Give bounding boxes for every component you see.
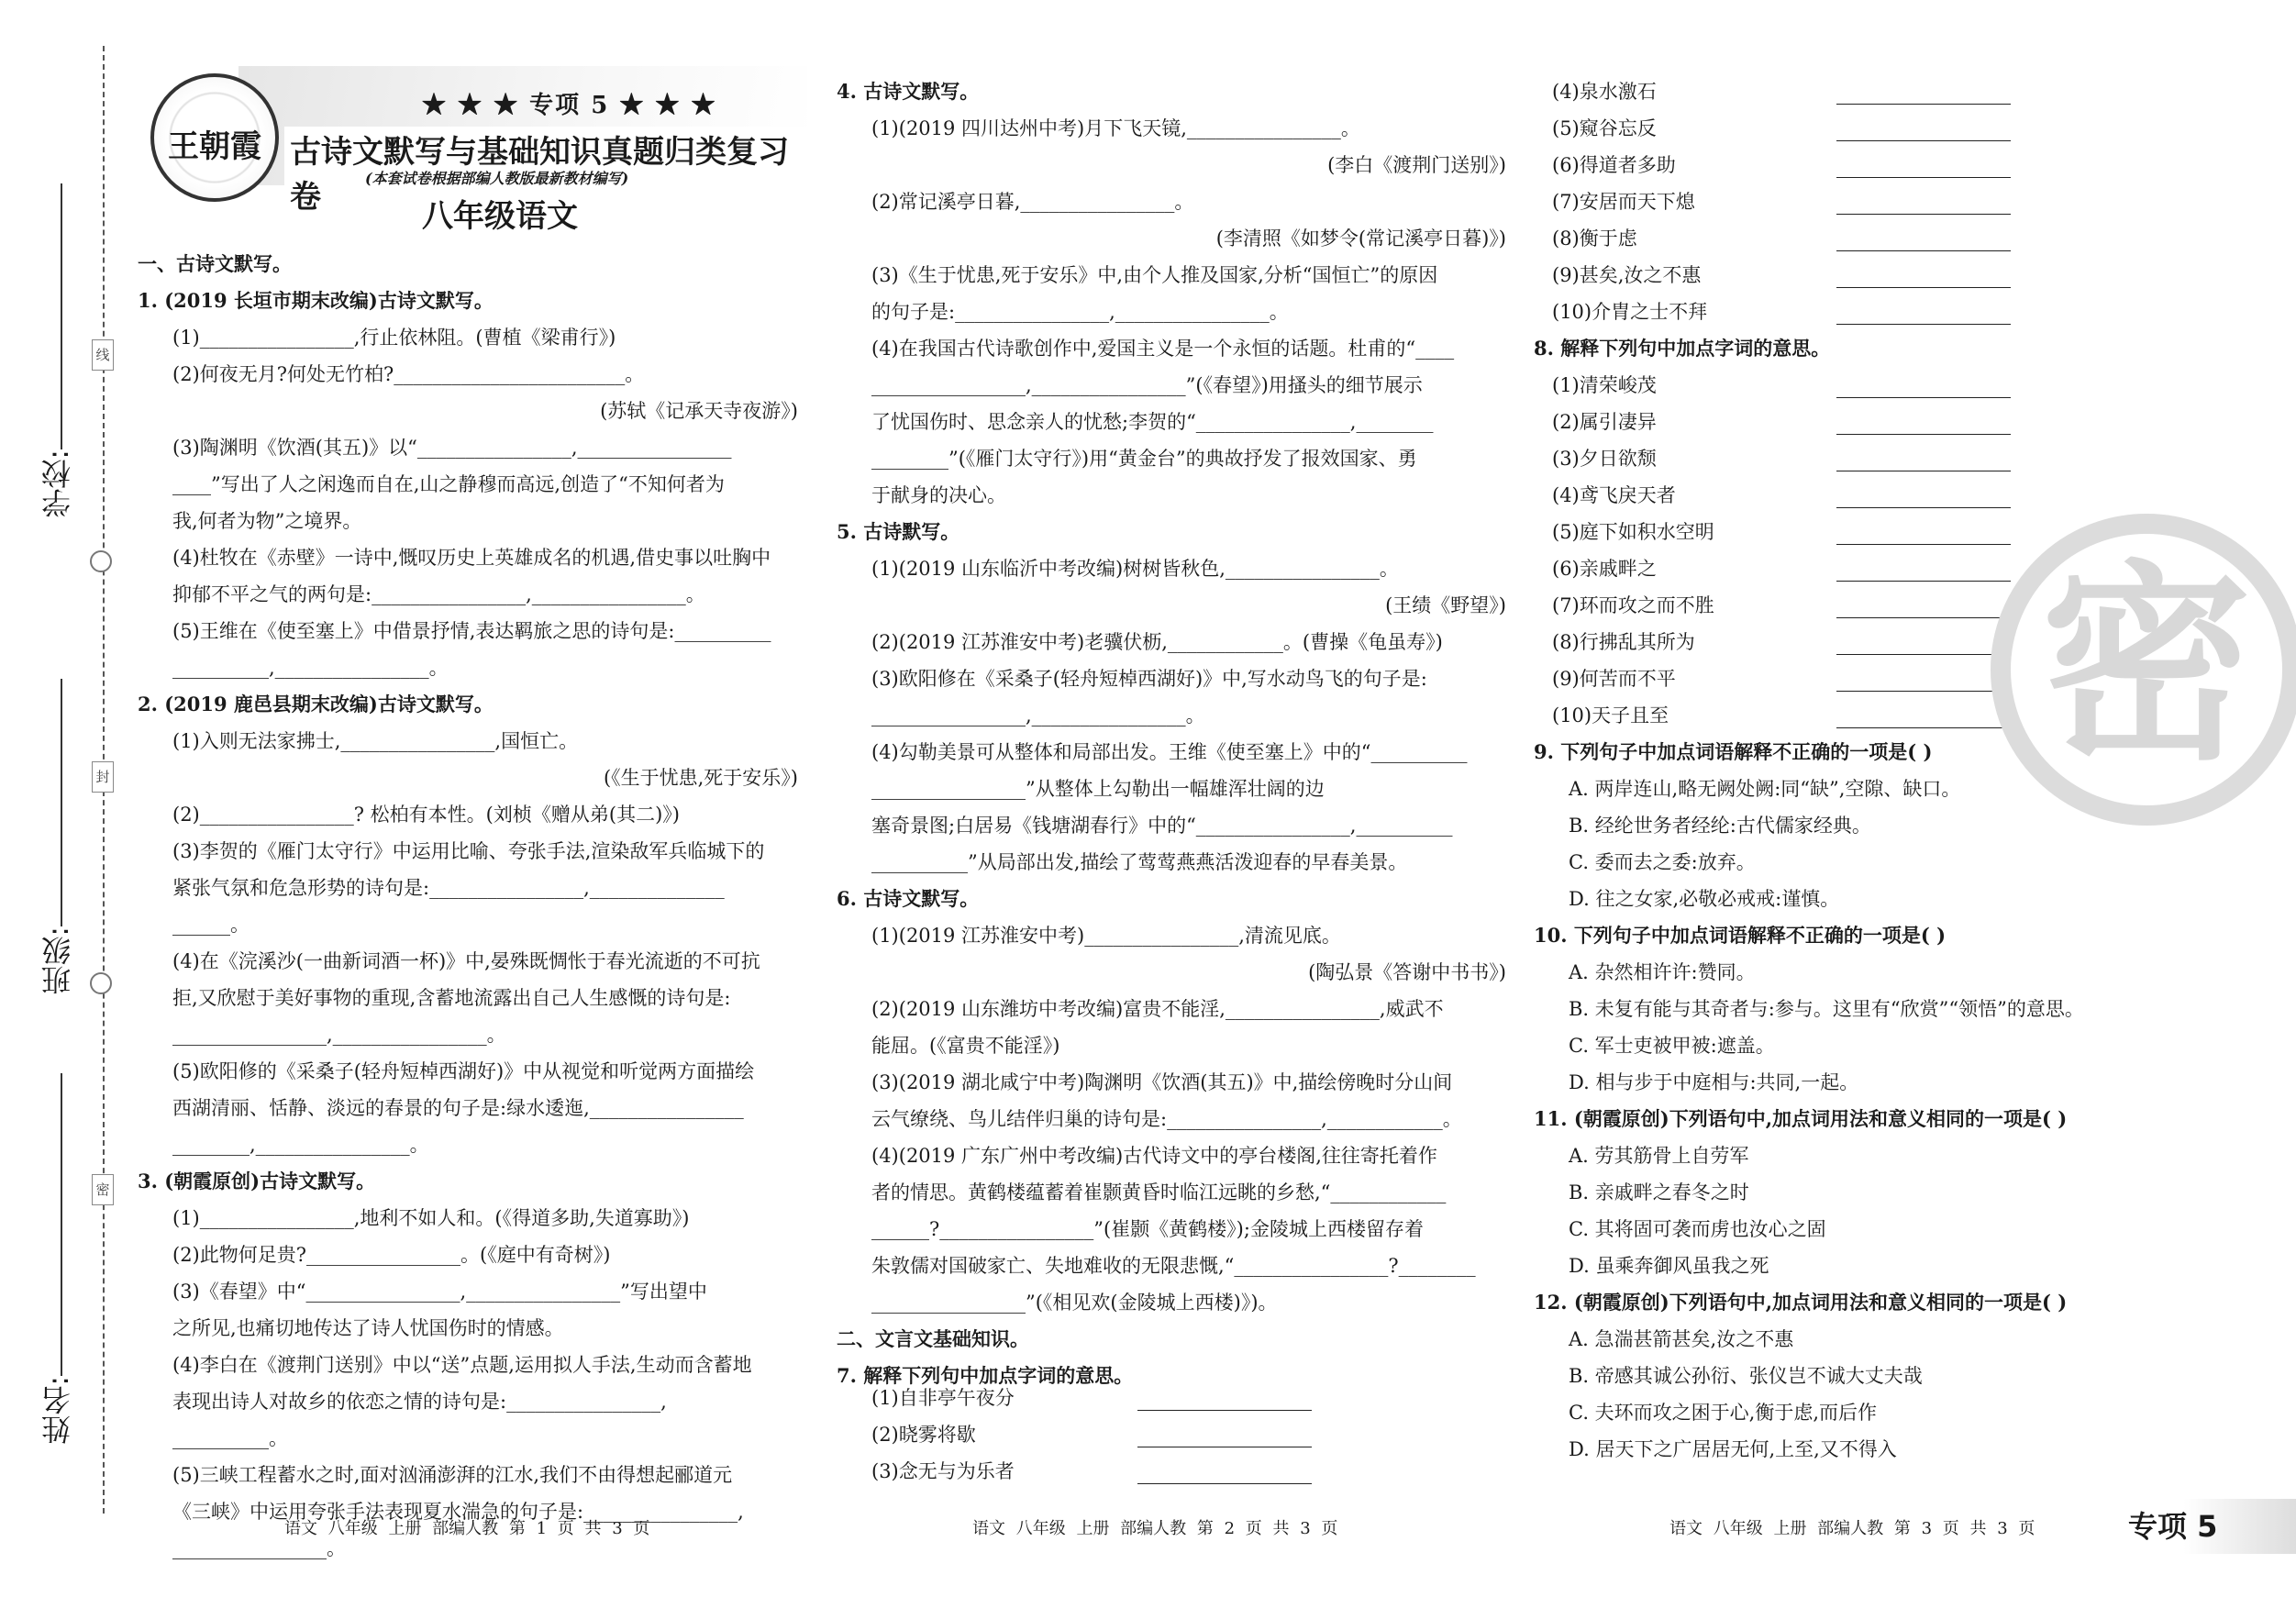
column-1	[138, 246, 798, 1567]
name-label: 姓名:	[40, 1376, 75, 1445]
section-heading: 一、古诗文默写。	[138, 253, 292, 275]
choice-option[interactable]	[1534, 1358, 2258, 1394]
word-item	[1534, 477, 2258, 514]
topic-label: ★ ★ ★ 专项 5 ★ ★ ★	[422, 92, 717, 119]
option-sentence: B. 帝感其诚	[1569, 1365, 1672, 1387]
phrase-text: (4)泉水激石	[1552, 81, 1657, 103]
option-gloss: 阙:同“缺”,空隙、缺口。	[1755, 778, 1961, 800]
choice-option[interactable]	[1534, 1137, 2258, 1174]
secret-stamp: 密	[1991, 514, 2296, 826]
word-item	[1534, 294, 2258, 330]
option-gloss: 甚矣,汝之不惠	[1671, 1328, 1794, 1350]
question-stem: 5. 古诗默写。	[837, 520, 960, 543]
question-stem: 12. (朝霞原创)下列语句中,加点词用法和意义相同的一项是( )	[1534, 1291, 2068, 1314]
option-sentence: C. 委而去之	[1569, 851, 1672, 873]
option-sentence: D. 居天下之广居	[1569, 1438, 1712, 1460]
option-sentence: A. 杂然相许	[1569, 961, 1672, 983]
question-line: (5)王维在《使至塞上》中借景抒情,表达羁旅之思的诗句是:__________	[172, 620, 771, 642]
question-line: (苏轼《记承天寺夜游》)	[600, 400, 798, 422]
question-stem: 7. 解释下列句中加点字词的意思。	[837, 1364, 1134, 1387]
binding-hole	[90, 550, 112, 572]
question-line: __________。	[172, 1427, 288, 1449]
phrase-text: (9)何苦而不平	[1552, 668, 1676, 690]
option-sentence: D. 虽乘奔御风	[1569, 1255, 1692, 1277]
question-line: (2)________________? 松柏有本性。(刘桢《赠从弟(其二)》)	[172, 804, 680, 826]
word-item	[1534, 183, 2258, 220]
word-item	[1534, 257, 2258, 294]
school-label: 学校:	[40, 449, 75, 518]
choice-option[interactable]	[1534, 1394, 2258, 1431]
choice-option[interactable]	[1534, 844, 2258, 881]
question-line: (3)李贺的《雁门太守行》中运用比喻、夸张手法,渲染敌军兵临城下的	[172, 840, 765, 862]
question-line: (陶弘景《答谢中书书》)	[1308, 961, 1506, 983]
question-line: (4)在《浣溪沙(一曲新词酒一杯)》中,晏殊既惆怅于春光流逝的不可抗	[172, 950, 760, 972]
question-line: 之所见,也痛切地传达了诗人忧国伤时的情感。	[172, 1317, 564, 1339]
phrase-text: (9)甚矣,汝之不惠	[1552, 264, 1702, 286]
question-line: (《生于忧患,死于安乐》)	[603, 767, 798, 789]
answer-blank[interactable]	[1836, 194, 2011, 215]
question-line: 抑郁不平之气的两句是:________________,________________。	[172, 583, 705, 605]
question-line: 于献身的决心。	[871, 484, 1006, 506]
topic-badge: 专项 5	[2091, 1499, 2296, 1554]
question-stem: 8. 解释下列句中加点字词的意思。	[1534, 337, 1831, 360]
question-line: (1)入则无法家拂士,________________,国恒亡。	[172, 730, 579, 752]
option-sentence: D. 往之女家,必敬必戒	[1569, 888, 1757, 910]
question-stem: 9. 下列句子中加点词语解释不正确的一项是( )	[1534, 740, 1933, 763]
option-gloss: 被:遮盖。	[1691, 1035, 1775, 1057]
option-sentence: C. 军士吏被甲	[1569, 1035, 1691, 1057]
question-line: (3)欧阳修在《采桑子(轻舟短棹西湖好)》中,写水动鸟飞的句子是:	[871, 668, 1427, 690]
phrase-text: (6)得道者多助	[1552, 154, 1676, 176]
option-gloss: 与:参与。这里有“欣赏”“领悟”的意思。	[1748, 998, 2084, 1020]
option-gloss: 居无何,上至,又不得入	[1711, 1438, 1897, 1460]
question-line: (2)(2019 江苏淮安中考)老骥伏枥,____________。(曹操《龟虽寿》)	[871, 631, 1443, 653]
question-line: (2)常记溪亭日暮,________________。	[871, 191, 1194, 213]
answer-blank[interactable]	[1836, 561, 2011, 582]
question-line: (1)(2019 江苏淮安中考)________________,清流见底。	[871, 925, 1341, 947]
option-sentence: B. 未复有能与其奇者	[1569, 998, 1749, 1020]
word-item	[871, 1416, 1348, 1453]
choice-option[interactable]	[1534, 991, 2258, 1027]
choice-option[interactable]	[1534, 1064, 2258, 1101]
question-line: 塞奇景图;白居易《钱塘湖春行》中的“________________,__________	[871, 815, 1453, 837]
phrase-text: (10)介胄之士不拜	[1552, 301, 1708, 323]
choice-option[interactable]	[1534, 1027, 2258, 1064]
class-field[interactable]	[61, 679, 62, 926]
question-line: 朱敦儒对国破家亡、失地难收的无限悲慨,“________________?________	[871, 1255, 1476, 1277]
option-sentence: B. 亲戚畔之	[1569, 1181, 1672, 1203]
question-line: 拒,又欣慰于美好事物的重现,含蓄地流露出自己人生感慨的诗句是:	[172, 987, 731, 1009]
class-label: 班级:	[40, 926, 75, 995]
question-line: 云气缭绕、鸟儿结伴归巢的诗句是:________________,____________。	[871, 1108, 1462, 1130]
choice-option[interactable]	[1534, 954, 2258, 991]
question-line: ________________。	[172, 1537, 346, 1559]
question-line: (1)________________,行止依林阻。(曹植《梁甫行》)	[172, 327, 616, 349]
option-sentence: C. 其将固可袭而虏也	[1569, 1218, 1749, 1240]
option-sentence: A. 急湍甚箭	[1569, 1328, 1672, 1350]
option-gloss: 相与:共同,一起。	[1711, 1071, 1859, 1093]
question-line: (1)(2019 四川达州中考)月下飞天镜,________________。	[871, 117, 1360, 139]
question-stem: 1. (2019 长垣市期末改编)古诗文默写。	[138, 289, 494, 312]
phrase-text: (2)晓雾将歇	[871, 1424, 976, 1446]
option-gloss: 经纶:古代儒家经典。	[1691, 815, 1871, 837]
answer-blank[interactable]	[1836, 598, 2011, 618]
question-line: (5)欧阳修的《采桑子(轻舟短棹西湖好)》中从视觉和听觉两方面描绘	[172, 1060, 755, 1082]
answer-blank[interactable]	[1137, 1427, 1312, 1447]
question-stem: 6. 古诗文默写。	[837, 887, 980, 910]
question-line: (2)此物何足贵?________________。(《庭中有奇树》)	[172, 1244, 611, 1266]
word-item	[1534, 110, 2258, 147]
question-line: (1)________________,地利不如人和。(《得道多助,失道寡助》)	[172, 1207, 690, 1229]
option-sentence: B. 经纶世务者	[1569, 815, 1691, 837]
option-gloss: 许:赞同。	[1671, 961, 1756, 983]
word-item	[1534, 147, 2258, 183]
answer-blank[interactable]	[1836, 635, 2011, 655]
question-line: ________”(《雁门太守行》)用“黄金台”的典故抒发了报效国家、勇	[871, 448, 1417, 470]
question-line: 了忧国伤时、思念亲人的忧愁;李贺的“________________,________	[871, 411, 1434, 433]
answer-blank[interactable]	[1836, 671, 2011, 692]
answer-blank[interactable]	[1836, 378, 2011, 398]
question-line: (4)在我国古代诗歌创作中,爱国主义是一个永恒的话题。杜甫的“____	[871, 338, 1455, 360]
phrase-text: (4)鸢飞戾天者	[1552, 484, 1676, 506]
question-line: (4)(2019 广东广州中考改编)古代诗文中的亭台楼阁,往往寄托着作	[871, 1145, 1437, 1167]
phrase-text: (8)行拂乱其所为	[1552, 631, 1695, 653]
phrase-text: (5)庭下如积水空明	[1552, 521, 1714, 543]
question-stem: 2. (2019 鹿邑县期末改编)古诗文默写。	[138, 693, 494, 715]
question-line: (2)何夜无月?何处无竹柏?________________________。	[172, 363, 645, 385]
option-sentence: A. 两岸连山,略无阙处	[1569, 778, 1756, 800]
logo-text: 王朝霞	[168, 128, 261, 165]
phrase-text: (6)亲戚畔之	[1552, 558, 1657, 580]
answer-blank[interactable]	[1836, 268, 2011, 288]
option-gloss: 委:放弃。	[1671, 851, 1756, 873]
question-line: 紧张气氛和危急形势的诗句是:________________,______________	[172, 877, 725, 899]
word-item	[1534, 73, 2258, 110]
question-line: 能屈。(《富贵不能淫》)	[871, 1035, 1060, 1057]
question-line: (3)陶渊明《饮酒(其五)》以“________________,________________	[172, 437, 732, 459]
choice-option[interactable]	[1534, 1248, 2258, 1284]
question-line: ______。	[172, 914, 250, 936]
phrase-text: (10)天子且至	[1552, 704, 1669, 726]
answer-blank[interactable]	[1836, 158, 2011, 178]
answer-blank[interactable]	[1836, 525, 2011, 545]
paper-header	[147, 46, 807, 235]
question-line: (4)勾勒美景可从整体和局部出发。王维《使至塞上》中的“__________	[871, 741, 1468, 763]
answer-blank[interactable]	[1836, 121, 2011, 141]
choice-option[interactable]	[1534, 1174, 2258, 1211]
question-line: (2)(2019 山东潍坊中考改编)富贵不能淫,________________,威武不	[871, 998, 1444, 1020]
binding-strip	[0, 0, 138, 1597]
question-line: (3)(2019 湖北咸宁中考)陶渊明《饮酒(其五)》中,描绘傍晚时分山间	[871, 1071, 1453, 1093]
word-item	[1534, 404, 2258, 440]
question-line: ________________”(《相见欢(金陵城上西楼)》)。	[871, 1292, 1278, 1314]
column-2	[837, 73, 1506, 1394]
question-line: ______?________________”(崔颢《黄鹤楼》);金陵城上西楼留存着	[871, 1218, 1424, 1240]
option-gloss: 虽我之死	[1691, 1255, 1769, 1277]
question-line: (3)《春望》中“________________,________________”写出望中	[172, 1281, 707, 1303]
paper-title: 古诗文默写与基础知识真题归类复习卷	[284, 127, 807, 216]
choice-option[interactable]	[1534, 881, 2258, 917]
question-line: 者的情思。黄鹤楼蕴蓄着崔颢黄昏时临江远眺的乡愁,“____________	[871, 1181, 1447, 1203]
question-line: ____”写出了人之闲逸而自在,山之静穆而高远,创造了“不知何者为	[172, 473, 725, 495]
binding-hole	[90, 972, 112, 994]
phrase-text: (7)环而攻之而不胜	[1552, 594, 1714, 616]
option-sentence: C. 夫环而攻之	[1569, 1402, 1691, 1424]
question-line: (李白《渡荆门送别》)	[1327, 154, 1506, 176]
grade-title: 八年级语文	[422, 198, 578, 235]
answer-blank[interactable]	[1836, 84, 2011, 105]
question-line: ________________,________________。	[172, 1024, 506, 1046]
question-stem: 11. (朝霞原创)下列语句中,加点词用法和意义相同的一项是( )	[1534, 1107, 2068, 1130]
question-line: __________,________________。	[172, 657, 449, 679]
choice-option[interactable]	[1534, 1321, 2258, 1358]
choice-option[interactable]	[1534, 1431, 2258, 1468]
seal-mark-xian: 线	[92, 339, 114, 371]
question-line: (3)《生于忧患,死于安乐》中,由个人推及国家,分析“国恒亡”的原因	[871, 264, 1438, 286]
question-line: ________,________________。	[172, 1134, 429, 1156]
question-line: (5)三峡工程蓄水之时,面对汹涌澎湃的江水,我们不由得想起郦道元	[172, 1464, 733, 1486]
question-line: (4)李白在《渡荆门送别》中以“送”点题,运用拟人手法,生动而含蓄地	[172, 1354, 752, 1376]
word-item	[871, 1453, 1348, 1490]
question-line: 《三峡》中运用夸张手法表现夏水湍急的句子是:________________,	[172, 1501, 744, 1523]
question-stem: 10. 下列句子中加点词语解释不正确的一项是( )	[1534, 924, 1947, 947]
answer-blank[interactable]	[1836, 415, 2011, 435]
name-field[interactable]	[61, 1073, 62, 1376]
answer-blank[interactable]	[1836, 305, 2011, 325]
option-gloss: 春冬之时	[1671, 1181, 1749, 1203]
option-gloss: 上自劳军	[1671, 1145, 1749, 1167]
school-field[interactable]	[61, 183, 62, 449]
seal-mark-feng: 封	[92, 761, 114, 793]
footer-page-2: 语文 八年级 上册 部编人教 第 2 页 共 3 页	[972, 1519, 1338, 1538]
question-stem: 3. (朝霞原创)古诗文默写。	[138, 1170, 376, 1192]
question-line: (王绩《野望》)	[1385, 594, 1506, 616]
section-heading: 二、文言文基础知识。	[837, 1328, 1029, 1350]
question-line: 我,何者为物”之境界。	[172, 510, 362, 532]
q7-word-list	[871, 1380, 1348, 1490]
question-line: ________________,________________”(《春望》)用搔头的细节展示	[871, 374, 1423, 396]
answer-blank[interactable]	[1836, 451, 2011, 471]
answer-blank[interactable]	[1836, 488, 2011, 508]
word-item	[1534, 440, 2258, 477]
phrase-text: (7)安居而天下熄	[1552, 191, 1695, 213]
footer-page-1: 语文 八年级 上册 部编人教 第 1 页 共 3 页	[284, 1519, 650, 1538]
question-line: (1)(2019 山东临沂中考改编)树树皆秋色,________________。	[871, 558, 1399, 580]
answer-blank[interactable]	[1836, 708, 2011, 728]
phrase-text: (5)窥谷忘反	[1552, 117, 1657, 139]
option-sentence: D. 相与步于中庭	[1569, 1071, 1712, 1093]
seal-mark-mi: 密	[92, 1174, 114, 1205]
footer-page-3: 语文 八年级 上册 部编人教 第 3 页 共 3 页	[1669, 1519, 2035, 1538]
option-gloss: 困于心,衡于虑,而后作	[1691, 1402, 1878, 1424]
question-line: (4)杜牧在《赤壁》一诗中,慨叹历史上英雄成名的机遇,借史事以吐胸中	[172, 547, 771, 569]
phrase-text: (3)念无与为乐者	[871, 1460, 1015, 1482]
phrase-text: (2)属引凄异	[1552, 411, 1657, 433]
paper-subtitle: (本套试卷根据部编人教版最新教材编写)	[365, 170, 629, 187]
phrase-text: (1)自非亭午夜分	[871, 1387, 1015, 1409]
word-item	[1534, 220, 2258, 257]
option-sentence: A. 劳其筋骨	[1569, 1145, 1672, 1167]
question-line: ________________”从整体上勾勒出一幅雄浑壮阔的边	[871, 778, 1325, 800]
phrase-text: (8)衡于虑	[1552, 227, 1637, 250]
phrase-text: (3)夕日欲颓	[1552, 448, 1657, 470]
answer-blank[interactable]	[1137, 1464, 1312, 1484]
option-gloss: 公孙衍、张仪岂不诚大丈夫哉	[1671, 1365, 1923, 1387]
answer-blank[interactable]	[1137, 1391, 1312, 1411]
phrase-text: (1)清荣峻茂	[1552, 374, 1657, 396]
answer-blank[interactable]	[1836, 231, 2011, 251]
option-gloss: 戒:谨慎。	[1756, 888, 1840, 910]
word-item	[1534, 367, 2258, 404]
question-stem: 4. 古诗文默写。	[837, 80, 980, 103]
choice-option[interactable]	[1534, 1211, 2258, 1248]
question-line: 西湖清丽、恬静、淡远的春景的句子是:绿水逶迤,________________	[172, 1097, 744, 1119]
question-line: 表现出诗人对故乡的依恋之情的诗句是:________________,	[172, 1391, 667, 1413]
word-item	[871, 1380, 1348, 1416]
brand-logo	[150, 73, 279, 202]
question-line: ________________,________________。	[871, 704, 1205, 726]
question-line: (李清照《如梦令(常记溪亭日暮)》)	[1215, 227, 1506, 250]
question-line: __________”从局部出发,描绘了莺莺燕燕活泼迎春的早春美景。	[871, 851, 1408, 873]
question-line: 的句子是:________________,________________。	[871, 301, 1289, 323]
option-gloss: 汝心之固	[1748, 1218, 1826, 1240]
